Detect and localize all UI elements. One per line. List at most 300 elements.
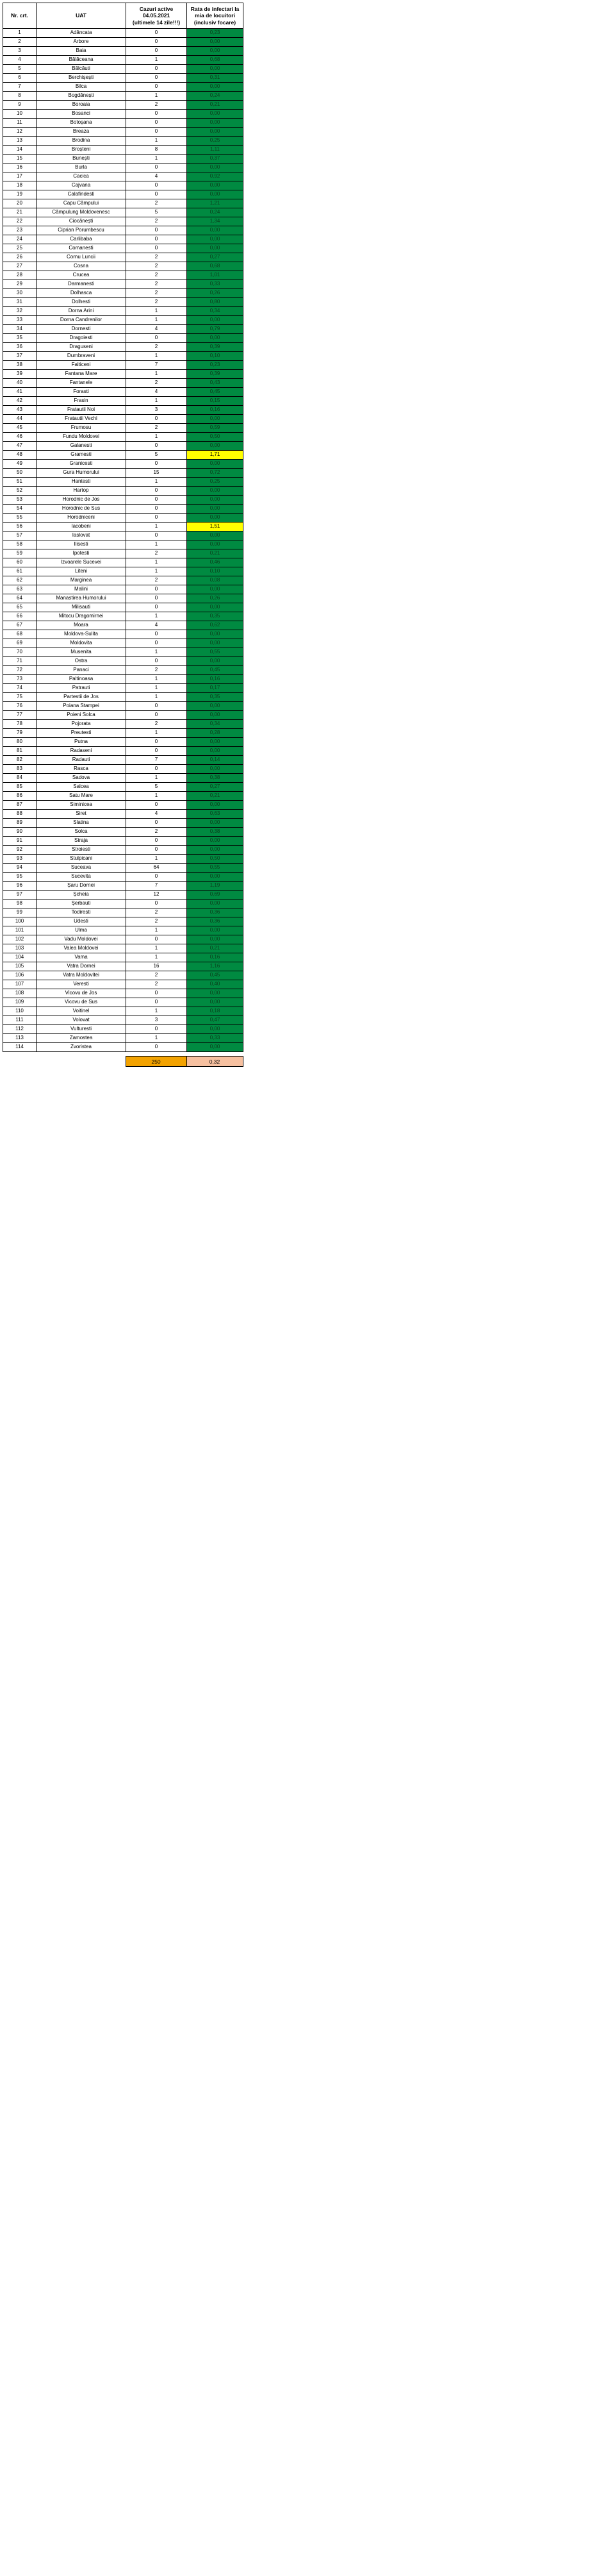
cell-nr: 23 (3, 226, 37, 235)
cell-active-cases: 2 (126, 424, 187, 433)
cell-active-cases: 5 (126, 451, 187, 460)
cell-rate: 0,27 (187, 783, 243, 792)
cell-active-cases: 0 (126, 244, 187, 253)
cell-rate: 0,39 (187, 343, 243, 352)
cell-nr: 55 (3, 514, 37, 523)
cell-rate: 0,36 (187, 908, 243, 917)
cell-active-cases: 1 (126, 523, 187, 531)
cell-uat: Bălăceana (37, 56, 126, 65)
cell-active-cases: 1 (126, 729, 187, 738)
cell-rate: 0,68 (187, 262, 243, 271)
cell-nr: 98 (3, 899, 37, 908)
cell-rate: 0,40 (187, 980, 243, 989)
cell-uat: Broșteni (37, 146, 126, 155)
cell-rate: 0,00 (187, 846, 243, 855)
table-row (3, 181, 243, 190)
cell-rate: 0,00 (187, 47, 243, 56)
cell-rate: 0,00 (187, 415, 243, 424)
cell-active-cases: 1 (126, 397, 187, 406)
cell-nr: 43 (3, 406, 37, 415)
table-row (3, 855, 243, 864)
cell-nr: 77 (3, 711, 37, 720)
cell-nr: 72 (3, 666, 37, 675)
cell-active-cases: 4 (126, 621, 187, 630)
table-row (3, 226, 243, 235)
cell-uat: Boroaia (37, 101, 126, 110)
cell-nr: 64 (3, 594, 37, 603)
cell-active-cases: 5 (126, 783, 187, 792)
cell-rate: 0,37 (187, 155, 243, 163)
cell-nr: 96 (3, 882, 37, 891)
cell-rate: 0,00 (187, 531, 243, 540)
table-row (3, 846, 243, 855)
table-row (3, 65, 243, 74)
table-row (3, 899, 243, 908)
cell-rate: 0,45 (187, 388, 243, 397)
table-row (3, 406, 243, 415)
cell-rate: 0,00 (187, 181, 243, 190)
cell-rate: 0,68 (187, 56, 243, 65)
cell-active-cases: 15 (126, 469, 187, 478)
cell-active-cases: 1 (126, 684, 187, 693)
table-row (3, 1034, 243, 1043)
cell-active-cases: 1 (126, 944, 187, 953)
cell-nr: 112 (3, 1025, 37, 1034)
cell-uat: Panaci (37, 666, 126, 675)
cell-rate: 0,79 (187, 325, 243, 334)
cell-active-cases: 2 (126, 379, 187, 388)
cell-nr: 102 (3, 935, 37, 944)
cell-uat: Volovat (37, 1016, 126, 1025)
cell-rate: 0,00 (187, 540, 243, 549)
cell-nr: 92 (3, 846, 37, 855)
cell-active-cases: 0 (126, 181, 187, 190)
cell-uat: Fundu Moldovei (37, 433, 126, 442)
cell-rate: 0,23 (187, 29, 243, 38)
cell-nr: 29 (3, 280, 37, 289)
cell-uat: Baia (37, 47, 126, 56)
cell-rate: 1,34 (187, 217, 243, 226)
cell-nr: 114 (3, 1043, 37, 1052)
cell-uat: Sucevita (37, 873, 126, 882)
cell-uat: Câmpulung Moldovenesc (37, 208, 126, 217)
cell-nr: 53 (3, 496, 37, 505)
cell-nr: 10 (3, 110, 37, 119)
cell-nr: 9 (3, 101, 37, 110)
table-row (3, 980, 243, 989)
table-row (3, 235, 243, 244)
cell-rate: 0,62 (187, 621, 243, 630)
table-row (3, 190, 243, 199)
cell-rate: 0,00 (187, 657, 243, 666)
cell-uat: Voitinel (37, 1007, 126, 1016)
cell-active-cases: 3 (126, 406, 187, 415)
cell-rate: 0,39 (187, 370, 243, 379)
cell-active-cases: 1 (126, 558, 187, 567)
cell-nr: 97 (3, 891, 37, 899)
cell-uat: Hantesti (37, 478, 126, 487)
cell-nr: 28 (3, 271, 37, 280)
cell-nr: 42 (3, 397, 37, 406)
cell-nr: 35 (3, 334, 37, 343)
cell-nr: 49 (3, 460, 37, 469)
table-row (3, 648, 243, 657)
cell-active-cases: 2 (126, 908, 187, 917)
cell-uat: Moldova-Sulita (37, 630, 126, 639)
cell-nr: 71 (3, 657, 37, 666)
totals-rate: 0,32 (186, 1057, 243, 1067)
cell-rate: 0,45 (187, 666, 243, 675)
cell-uat: Partestii de Jos (37, 693, 126, 702)
header-nr: Nr. crt. (3, 3, 37, 29)
cell-nr: 16 (3, 163, 37, 172)
table-row (3, 603, 243, 612)
cell-nr: 37 (3, 352, 37, 361)
table-row (3, 424, 243, 433)
cell-nr: 52 (3, 487, 37, 496)
cell-active-cases: 0 (126, 110, 187, 119)
cell-uat: Ostra (37, 657, 126, 666)
cell-active-cases: 2 (126, 101, 187, 110)
cell-nr: 76 (3, 702, 37, 711)
cell-active-cases: 0 (126, 442, 187, 451)
cell-uat: Iaslovat (37, 531, 126, 540)
cell-rate: 0,00 (187, 316, 243, 325)
cell-rate: 0,00 (187, 190, 243, 199)
cell-nr: 93 (3, 855, 37, 864)
cell-active-cases: 1 (126, 352, 187, 361)
cell-rate: 0,10 (187, 352, 243, 361)
cell-nr: 38 (3, 361, 37, 370)
cell-nr: 36 (3, 343, 37, 352)
cell-uat: Moara (37, 621, 126, 630)
cell-rate: 0,50 (187, 433, 243, 442)
cell-active-cases: 0 (126, 585, 187, 594)
cell-active-cases: 1 (126, 792, 187, 801)
table-row (3, 711, 243, 720)
cell-rate: 0,55 (187, 648, 243, 657)
cell-rate: 0,00 (187, 514, 243, 523)
cell-nr: 25 (3, 244, 37, 253)
cell-rate: 1,19 (187, 882, 243, 891)
cell-nr: 83 (3, 765, 37, 774)
cell-active-cases: 1 (126, 675, 187, 684)
table-row (3, 110, 243, 119)
cell-uat: Vama (37, 953, 126, 962)
table-row (3, 29, 243, 38)
cell-active-cases: 0 (126, 1043, 187, 1052)
table-row (3, 747, 243, 756)
cell-uat: Frasin (37, 397, 126, 406)
table-row (3, 128, 243, 137)
cell-uat: Putna (37, 738, 126, 747)
cell-rate: 0,00 (187, 873, 243, 882)
cell-rate: 1,16 (187, 962, 243, 971)
cell-active-cases: 0 (126, 74, 187, 83)
cell-nr: 65 (3, 603, 37, 612)
table-row (3, 451, 243, 460)
cell-rate: 0,00 (187, 334, 243, 343)
table-row (3, 908, 243, 917)
cell-rate: 0,00 (187, 630, 243, 639)
cell-nr: 78 (3, 720, 37, 729)
cell-active-cases: 0 (126, 873, 187, 882)
cell-active-cases: 8 (126, 146, 187, 155)
cell-active-cases: 7 (126, 882, 187, 891)
cell-nr: 91 (3, 837, 37, 846)
cell-rate: 0,59 (187, 424, 243, 433)
cell-uat: Ciprian Porumbescu (37, 226, 126, 235)
cell-uat: Bunești (37, 155, 126, 163)
table-row (3, 56, 243, 65)
cell-active-cases: 2 (126, 343, 187, 352)
cell-uat: Moldovita (37, 639, 126, 648)
cell-nr: 12 (3, 128, 37, 137)
table-row (3, 935, 243, 944)
cell-uat: Dolhesti (37, 298, 126, 307)
cell-active-cases: 5 (126, 208, 187, 217)
cell-nr: 63 (3, 585, 37, 594)
cell-uat: Bogdănești (37, 92, 126, 101)
table-row (3, 675, 243, 684)
cell-uat: Udesti (37, 917, 126, 926)
cell-uat: Stroiesti (37, 846, 126, 855)
cell-uat: Adâncata (37, 29, 126, 38)
cell-rate: 0,00 (187, 163, 243, 172)
cell-active-cases: 0 (126, 801, 187, 810)
cell-active-cases: 16 (126, 962, 187, 971)
cell-rate: 0,16 (187, 675, 243, 684)
cell-rate: 0,00 (187, 747, 243, 756)
table-row (3, 873, 243, 882)
cell-rate: 0,26 (187, 289, 243, 298)
table-row (3, 621, 243, 630)
cell-active-cases: 0 (126, 594, 187, 603)
table-row (3, 864, 243, 873)
cell-uat: Rasca (37, 765, 126, 774)
cell-uat: Radaseni (37, 747, 126, 756)
cell-active-cases: 1 (126, 693, 187, 702)
table-row (3, 953, 243, 962)
cell-nr: 21 (3, 208, 37, 217)
table-row (3, 540, 243, 549)
cell-active-cases: 0 (126, 603, 187, 612)
cell-nr: 81 (3, 747, 37, 756)
cell-rate: 0,34 (187, 307, 243, 316)
cell-nr: 99 (3, 908, 37, 917)
table-row (3, 1016, 243, 1025)
cell-rate: 0,25 (187, 137, 243, 146)
cell-uat: Radauti (37, 756, 126, 765)
cell-nr: 79 (3, 729, 37, 738)
cell-uat: Veresti (37, 980, 126, 989)
cell-nr: 3 (3, 47, 37, 56)
table-row (3, 792, 243, 801)
table-row (3, 92, 243, 101)
cell-uat: Solca (37, 828, 126, 837)
cell-active-cases: 64 (126, 864, 187, 873)
cell-rate: 0,80 (187, 298, 243, 307)
cell-active-cases: 0 (126, 531, 187, 540)
cell-nr: 68 (3, 630, 37, 639)
cell-active-cases: 1 (126, 56, 187, 65)
cell-uat: Liteni (37, 567, 126, 576)
cell-rate: 0,00 (187, 128, 243, 137)
cell-rate: 0,36 (187, 917, 243, 926)
cell-uat: Zvoristea (37, 1043, 126, 1052)
cell-uat: Patrauti (37, 684, 126, 693)
cell-active-cases: 0 (126, 935, 187, 944)
cell-nr: 31 (3, 298, 37, 307)
table-row (3, 298, 243, 307)
cell-uat: Slatina (37, 819, 126, 828)
cell-nr: 47 (3, 442, 37, 451)
cell-rate: 0,25 (187, 478, 243, 487)
cell-uat: Milisauti (37, 603, 126, 612)
cell-active-cases: 1 (126, 953, 187, 962)
cell-rate-highlighted: 1,71 (187, 451, 243, 460)
cell-active-cases: 0 (126, 334, 187, 343)
cell-nr: 44 (3, 415, 37, 424)
cell-nr: 88 (3, 810, 37, 819)
cell-active-cases: 2 (126, 720, 187, 729)
cell-nr: 62 (3, 576, 37, 585)
cell-rate: 0,38 (187, 828, 243, 837)
cell-active-cases: 0 (126, 119, 187, 128)
table-row (3, 531, 243, 540)
cell-active-cases: 7 (126, 361, 187, 370)
infection-rate-table (3, 3, 243, 1052)
table-row (3, 549, 243, 558)
cell-nr: 7 (3, 83, 37, 92)
cell-uat: Horodnic de Jos (37, 496, 126, 505)
cell-nr: 70 (3, 648, 37, 657)
cell-nr: 106 (3, 971, 37, 980)
cell-rate: 0,00 (187, 926, 243, 935)
cell-nr: 111 (3, 1016, 37, 1025)
cell-uat: Cornu Luncii (37, 253, 126, 262)
table-row (3, 163, 243, 172)
table-row (3, 442, 243, 451)
cell-active-cases: 2 (126, 549, 187, 558)
table-row (3, 334, 243, 343)
cell-nr: 85 (3, 783, 37, 792)
cell-nr: 18 (3, 181, 37, 190)
cell-nr: 51 (3, 478, 37, 487)
cell-uat: Galanesti (37, 442, 126, 451)
table-row (3, 567, 243, 576)
cell-rate: 0,00 (187, 460, 243, 469)
cell-active-cases: 3 (126, 1016, 187, 1025)
cell-active-cases: 1 (126, 92, 187, 101)
cell-nr: 32 (3, 307, 37, 316)
table-row (3, 702, 243, 711)
cell-active-cases: 0 (126, 765, 187, 774)
table-row (3, 172, 243, 181)
table-row (3, 810, 243, 819)
cell-nr: 105 (3, 962, 37, 971)
cell-rate: 0,00 (187, 496, 243, 505)
table-row (3, 316, 243, 325)
spreadsheet-page (0, 3, 615, 2576)
cell-active-cases: 0 (126, 487, 187, 496)
cell-active-cases: 1 (126, 1034, 187, 1043)
cell-active-cases: 2 (126, 971, 187, 980)
cell-rate: 0,00 (187, 244, 243, 253)
cell-rate: 0,00 (187, 83, 243, 92)
cell-active-cases: 0 (126, 837, 187, 846)
cell-active-cases: 1 (126, 1007, 187, 1016)
table-row (3, 639, 243, 648)
cell-rate: 0,00 (187, 837, 243, 846)
table-row (3, 756, 243, 765)
cell-active-cases: 0 (126, 47, 187, 56)
table-row (3, 433, 243, 442)
table-row (3, 83, 243, 92)
table-row (3, 1025, 243, 1034)
table-row (3, 998, 243, 1007)
cell-uat: Dumbraveni (37, 352, 126, 361)
cell-active-cases: 0 (126, 657, 187, 666)
cell-uat: Ipotesti (37, 549, 126, 558)
cell-active-cases: 1 (126, 855, 187, 864)
table-row (3, 666, 243, 675)
cell-uat: Poiana Stampei (37, 702, 126, 711)
cell-uat: Siret (37, 810, 126, 819)
cell-nr: 46 (3, 433, 37, 442)
cell-nr: 74 (3, 684, 37, 693)
cell-rate: 0,00 (187, 585, 243, 594)
cell-uat: Cajvana (37, 181, 126, 190)
table-row (3, 217, 243, 226)
cell-nr: 4 (3, 56, 37, 65)
table-row (3, 514, 243, 523)
table-row (3, 774, 243, 783)
totals-table (3, 1056, 243, 1067)
cell-nr: 17 (3, 172, 37, 181)
cell-rate: 0,10 (187, 567, 243, 576)
cell-active-cases: 0 (126, 235, 187, 244)
table-row (3, 576, 243, 585)
table-row (3, 926, 243, 935)
cell-rate: 0,47 (187, 1016, 243, 1025)
totals-row (3, 1057, 243, 1067)
cell-uat: Dolhasca (37, 289, 126, 298)
cell-rate: 0,00 (187, 989, 243, 998)
cell-uat: Vicovu de Sus (37, 998, 126, 1007)
cell-uat: Satu Mare (37, 792, 126, 801)
table-row (3, 38, 243, 47)
cell-rate: 0,00 (187, 603, 243, 612)
cell-uat: Vadu Moldovei (37, 935, 126, 944)
cell-active-cases: 0 (126, 505, 187, 514)
cell-nr: 1 (3, 29, 37, 38)
cell-nr: 113 (3, 1034, 37, 1043)
cell-uat: Hartop (37, 487, 126, 496)
cell-uat: Cacica (37, 172, 126, 181)
cell-uat: Dorna Arini (37, 307, 126, 316)
table-row (3, 370, 243, 379)
header-cases-line2: (ultimele 14 zile!!!) (132, 19, 181, 26)
cell-uat: Zamostea (37, 1034, 126, 1043)
table-row (3, 612, 243, 621)
cell-active-cases: 2 (126, 199, 187, 208)
table-row (3, 1007, 243, 1016)
table-row (3, 397, 243, 406)
table-row (3, 989, 243, 998)
cell-nr: 14 (3, 146, 37, 155)
table-row (3, 962, 243, 971)
